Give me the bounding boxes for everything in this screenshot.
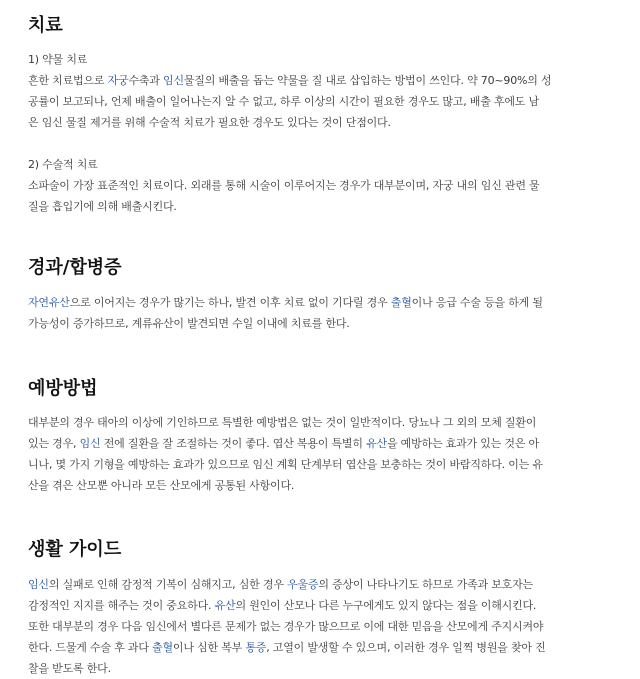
text-segment: 소파술이 가장 표준적인 치료이다. 외래를 통해 시술이 이루어지는 경우가 대부분이며, 자궁 내의 임신 관련 물	[28, 179, 540, 192]
text-line	[28, 475, 608, 496]
text-segment: 찰을 받도록 한다.	[28, 662, 111, 675]
text-line	[28, 196, 608, 217]
subheading-surgical-treatment: 2) 수술적 치료	[28, 158, 98, 171]
term-link[interactable]: 자연유산	[28, 296, 70, 309]
text-segment: 대부분의 경우 태아의 이상에 기인하므로 특별한 예방법은 없는 것이 일반적이다. 당뇨나 그 외의 모체 질환이	[28, 416, 537, 429]
subheading-drug-treatment: 1) 약물 치료	[28, 53, 88, 66]
text-segment: 이나 응급 수술 등을 하게 될	[411, 296, 543, 309]
term-link[interactable]: 출혈	[390, 296, 412, 309]
text-line	[28, 658, 608, 679]
text-line	[28, 70, 608, 91]
section-heading-prevention: 예방방법	[28, 378, 98, 399]
text-line	[28, 595, 608, 616]
text-segment: 의 증상이 나타나기도 하므로 가족과 보호자는	[318, 578, 533, 591]
text-line	[28, 412, 608, 433]
term-link[interactable]: 임신	[79, 437, 101, 450]
text-segment: 으로 이어지는 경우가 많기는 하나, 발견 이후 치료 없이 기다릴 경우	[69, 296, 391, 309]
text-line	[28, 112, 608, 133]
text-line	[28, 616, 608, 637]
text-segment: 전에 질환을 잘 조절하는 것이 좋다. 엽산 복용이 특별히	[100, 437, 367, 450]
text-segment: 질을 흡입기에 의해 배출시킨다.	[28, 200, 177, 213]
text-line	[28, 454, 608, 475]
text-segment: , 고열이 발생할 수 있으며, 이러한 경우 일찍 병원을 찾아 진	[266, 641, 546, 654]
paragraph	[28, 175, 608, 217]
paragraph	[28, 70, 608, 133]
treatment-block	[28, 49, 608, 217]
term-link[interactable]: 우울증	[287, 578, 319, 591]
term-link[interactable]: 통증	[245, 641, 267, 654]
text-segment: 흔한 치료법으로	[28, 74, 108, 87]
term-link[interactable]: 임신	[28, 578, 49, 591]
term-link[interactable]: 자궁	[107, 74, 129, 87]
section-heading-course-complications: 경과/합병증	[28, 257, 122, 278]
term-link[interactable]: 임신	[163, 74, 184, 87]
text-segment: 의 실패로 인해 감정적 기복이 심해지고, 심한 경우	[48, 578, 288, 591]
text-segment: 있는 경우,	[28, 437, 80, 450]
text-segment: 니나, 몇 가지 기형을 예방하는 효과가 있으므로 임신 계획 단계부터 엽산을 보충하는 것이 바람직하다. 이는 유	[28, 458, 543, 471]
text-line	[28, 292, 608, 313]
term-link[interactable]: 유산	[214, 599, 236, 612]
text-line	[28, 574, 608, 595]
text-segment: 감정적인 지지를 해주는 것이 중요하다.	[28, 599, 215, 612]
text-line	[28, 313, 608, 334]
text-segment: 은 임신 물질 제거를 위해 수술적 치료가 필요한 경우도 있다는 것이 단점이다.	[28, 116, 391, 129]
text-line	[28, 433, 608, 454]
text-segment: 을 예방하는 효과가 있는 것은 아	[386, 437, 539, 450]
text-line	[28, 175, 608, 196]
text-segment: 수축과	[128, 74, 164, 87]
text-segment: 한다. 드물게 수술 후 과다	[28, 641, 153, 654]
text-segment: 의 원인이 산모나 다른 누구에게도 있지 않다는 점을 이해시킨다.	[235, 599, 537, 612]
paragraph	[28, 574, 608, 679]
text-line	[28, 637, 608, 658]
course-block	[28, 292, 608, 334]
section-heading-treatment: 치료	[28, 15, 63, 36]
paragraph	[28, 292, 608, 334]
text-line	[28, 91, 608, 112]
text-segment: 가능성이 증가하므로, 계류유산이 발견되면 수일 이내에 치료를 한다.	[28, 317, 350, 330]
term-link[interactable]: 유산	[366, 437, 387, 450]
section-heading-life-guide: 생활 가이드	[28, 539, 122, 560]
text-segment: 이나 심한 복부	[172, 641, 246, 654]
paragraph	[28, 412, 608, 496]
text-segment: 공률이 보고되나, 언제 배출이 일어나는지 알 수 없고, 하루 이상의 시간이 필요한 경우도 많고, 배출 후에도 남	[28, 95, 539, 108]
text-segment: 산을 겪은 산모뿐 아니라 모든 산모에게 공통된 사항이다.	[28, 479, 295, 492]
text-segment: 또한 대부분의 경우 다음 임신에서 별다른 문제가 없는 경우가 많으므로 이에 대한 믿음을 산모에게 주지시켜야	[28, 620, 544, 633]
life-guide-block	[28, 574, 608, 679]
prevention-block	[28, 412, 608, 496]
term-link[interactable]: 출혈	[152, 641, 173, 654]
text-segment: 물질의 배출을 돕는 약물을 질 내로 삽입하는 방법이 쓰인다. 약 70~90%의 성	[183, 74, 552, 87]
